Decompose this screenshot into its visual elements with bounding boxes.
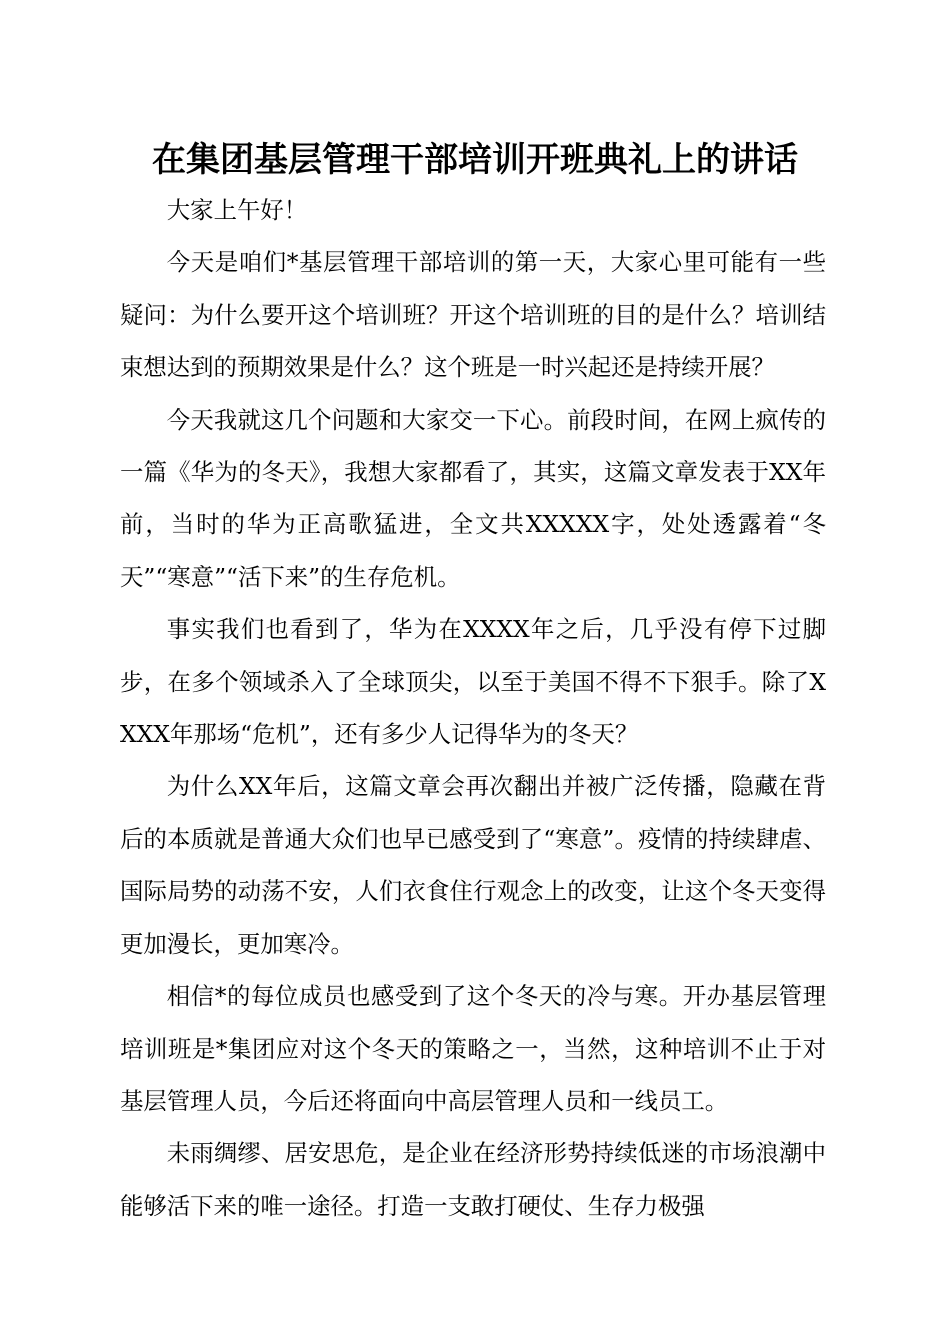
paragraph: 相信*的每位成员也感受到了这个冬天的冷与寒。开办基层管理培训班是*集团应对这个冬天的策略之一，当然，这种培训不止于对基层管理人员，今后还将面向中高层管理人员和一线员工。 xyxy=(120,982,826,1115)
paragraph: 今天我就这几个问题和大家交一下心。前段时间，在网上疯传的一篇《华为的冬天》，我想大家都看了，其实，这篇文章发表于XX年前，当时的华为正高歌猛进，全文共XXXXX字，处处透露着“冬天”“寒意”“活下来”的生存危机。 xyxy=(120,405,826,591)
document-body xyxy=(120,184,826,1232)
document-title: 在集团基层管理干部培训开班典礼上的讲话 xyxy=(152,140,798,180)
paragraph: 未雨绸缪、居安思危，是企业在经济形势持续低迷的市场浪潮中能够活下来的唯一途径。打造一支敢打硬仗、生存力极强 xyxy=(120,1139,826,1220)
paragraph: 事实我们也看到了，华为在XXXX年之后，几乎没有停下过脚步，在多个领域杀入了全球顶尖，以至于美国不得不下狠手。除了XXXX年那场“危机”，还有多少人记得华为的冬天？ xyxy=(120,615,826,749)
paragraph: 为什么XX年后，这篇文章会再次翻出并被广泛传播，隐藏在背后的本质就是普通大众们也早已感受到了“寒意”。疫情的持续肆虐、国际局势的动荡不安，人们衣食住行观念上的改变，让这个冬天变得更加漫长，更加寒冷。 xyxy=(120,772,826,958)
paragraph: 今天是咱们*基层管理干部培训的第一天，大家心里可能有一些疑问：为什么要开这个培训班？开这个培训班的目的是什么？培训结束想达到的预期效果是什么？这个班是一时兴起还是持续开展？ xyxy=(120,248,826,382)
paragraph-greeting: 大家上午好！ xyxy=(166,196,308,224)
